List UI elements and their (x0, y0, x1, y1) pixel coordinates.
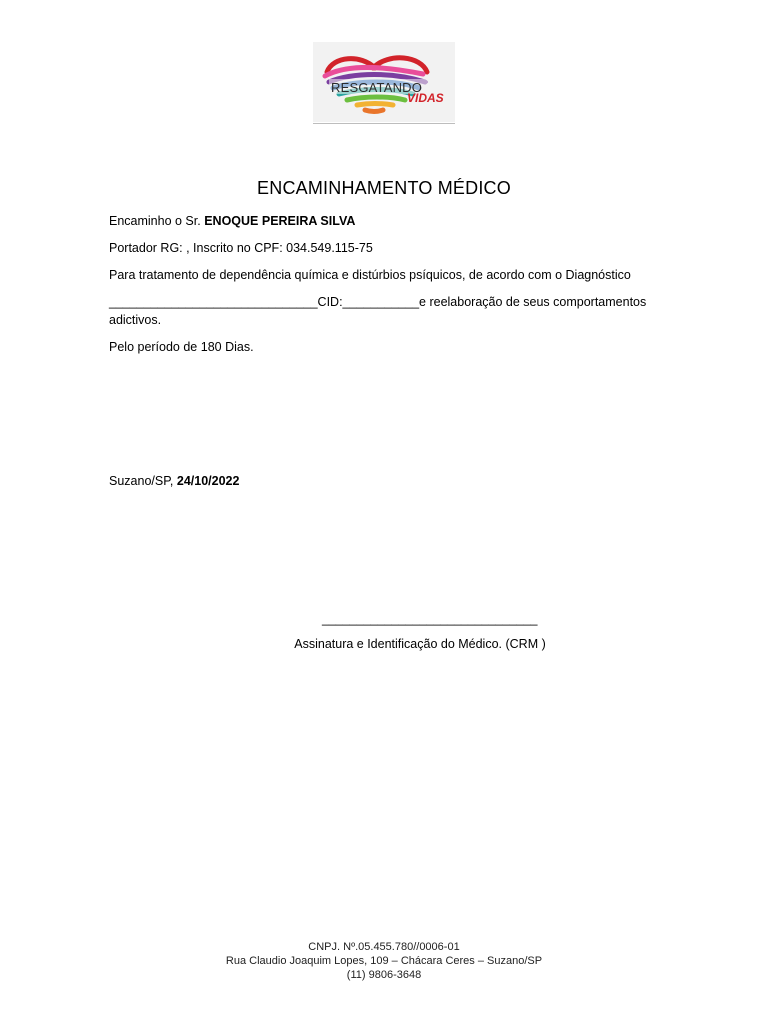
resgatando-vidas-logo (313, 42, 455, 122)
referral-line (109, 214, 355, 228)
period-line: Pelo período de 180 Dias. (109, 340, 254, 354)
id-line: Portador RG: , Inscrito no CPF: 034.549.115-75 (109, 241, 373, 255)
diagnosis-line-continued: adictivos. (109, 313, 162, 327)
logo-divider (313, 123, 455, 124)
referral-prefix: Encaminho o Sr. (109, 214, 201, 228)
footer-phone: (11) 9806-3648 (346, 969, 422, 981)
document-title: ENCAMINHAMENTO MÉDICO (257, 178, 511, 198)
patient-name: ENOQUE PEREIRA SILVA (204, 214, 356, 228)
diagnosis-line: ______________________________CID:___________e reelaboração de seus comportamentos (109, 295, 647, 309)
footer-address: Rua Claudio Joaquim Lopes, 109 – Chácara Ceres – Suzano/SP (225, 955, 543, 967)
place: Suzano/SP, (109, 474, 174, 488)
logo-text-resgatando: RESGATANDO (331, 80, 423, 95)
place-date-line (109, 474, 239, 488)
logo-text-vidas: VIDAS (407, 91, 444, 105)
signature-label: Assinatura e Identificação do Médico. (CRM ) (294, 637, 546, 651)
treatment-line: Para tratamento de dependência química e distúrbios psíquicos, de acordo com o Diagnóstico (109, 268, 631, 282)
date: 24/10/2022 (176, 474, 240, 488)
signature-line: _______________________________ (322, 612, 538, 626)
footer-cnpj: CNPJ. Nº.05.455.780//0006-01 (308, 941, 460, 953)
